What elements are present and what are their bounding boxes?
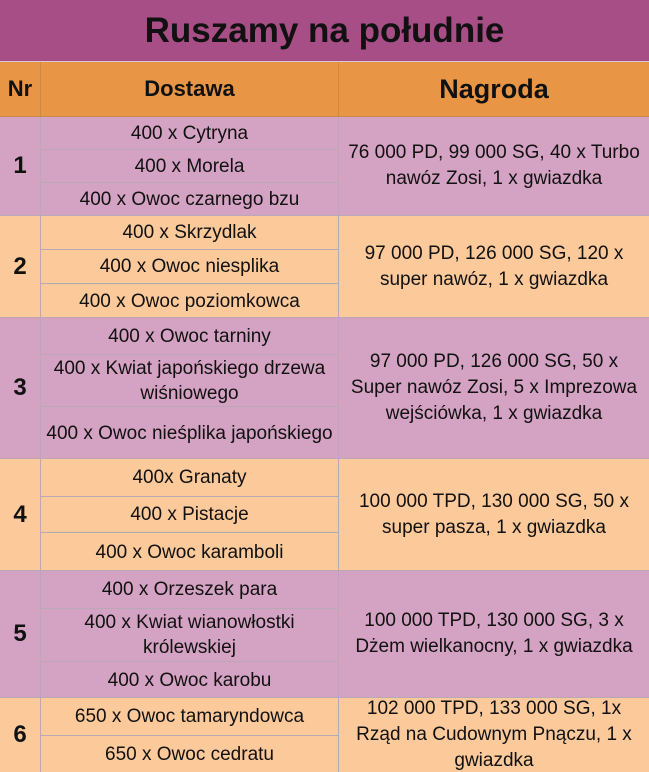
delivery-list — [41, 216, 339, 317]
delivery-item: 650 x Owoc cedratu — [105, 743, 274, 765]
delivery-item: 400 x Owoc karobu — [107, 669, 272, 691]
delivery-item: 400x Granaty — [41, 459, 338, 497]
table-row — [0, 318, 649, 459]
header-nr: Nr — [0, 62, 41, 117]
delivery-item: 400 x Skrzydlak — [41, 216, 338, 250]
delivery-list — [41, 318, 339, 458]
delivery-item: 400 x Owoc czarnego bzu — [79, 189, 300, 210]
row-number: 5 — [0, 571, 41, 697]
table-row — [0, 571, 649, 698]
reward-cell: 97 000 PD, 126 000 SG, 50 x Super nawóz Zosi, 5 x Imprezowa wejściówka, 1 x gwiazdka — [350, 351, 638, 424]
delivery-item: 400 x Cytryna — [41, 117, 338, 150]
row-number: 1 — [0, 117, 41, 215]
table-row — [0, 698, 649, 772]
reward-cell: 100 000 TPD, 130 000 SG, 3 x Dżem wielkanocny, 1 x gwiazdka — [355, 610, 633, 657]
delivery-item: 400 x Pistacje — [41, 497, 338, 533]
delivery-list — [41, 117, 339, 215]
row-number: 2 — [0, 216, 41, 317]
table-row — [0, 216, 649, 318]
delivery-item: 400 x Kwiat wianowłostki królewskiej — [41, 609, 338, 662]
reward-cell: 102 000 TPD, 133 000 SG, 1x Rząd na Cudownym Pnączu, 1 x gwiazdka — [356, 698, 632, 771]
delivery-item: 400 x Owoc karamboli — [95, 541, 284, 563]
delivery-item: 400 x Orzeszek para — [41, 571, 338, 609]
delivery-item: 400 x Owoc poziomkowca — [79, 290, 300, 312]
page-title: Ruszamy na południe — [0, 0, 649, 62]
delivery-item: 400 x Owoc nieśplika japońskiego — [46, 422, 333, 444]
delivery-item: 400 x Owoc niesplika — [41, 250, 338, 284]
header-nagroda: Nagroda — [339, 62, 649, 117]
delivery-list — [41, 459, 339, 570]
delivery-item: 400 x Kwiat japońskiego drzewa wiśniowego — [41, 355, 338, 407]
table-row — [0, 117, 649, 216]
delivery-item: 400 x Owoc tarniny — [41, 318, 338, 355]
delivery-list — [41, 698, 339, 772]
row-number: 6 — [0, 698, 41, 772]
table-row — [0, 459, 649, 571]
delivery-item: 400 x Morela — [41, 150, 338, 183]
reward-cell: 76 000 PD, 99 000 SG, 40 x Turbo nawóz Zosi, 1 x gwiazdka — [348, 142, 640, 189]
reward-cell: 97 000 PD, 126 000 SG, 120 x super nawóz, 1 x gwiazdka — [364, 242, 624, 290]
delivery-list — [41, 571, 339, 697]
row-number: 3 — [0, 318, 41, 458]
header-dostawa: Dostawa — [41, 62, 339, 117]
delivery-item: 650 x Owoc tamaryndowca — [41, 698, 338, 736]
reward-cell: 100 000 TPD, 130 000 SG, 50 x super pasza, 1 x gwiazdka — [358, 490, 630, 538]
row-number: 4 — [0, 459, 41, 570]
